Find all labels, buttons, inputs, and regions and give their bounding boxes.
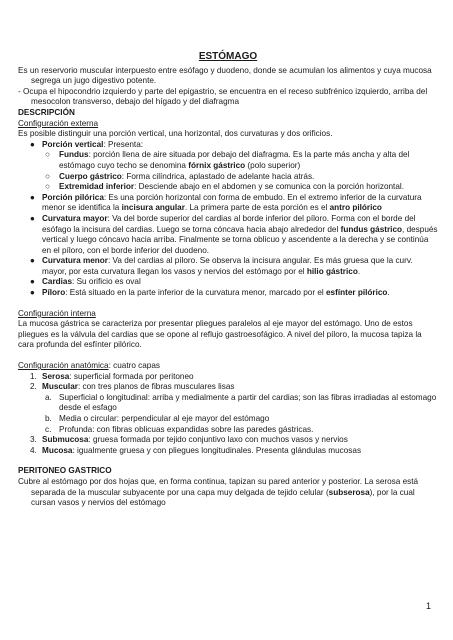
hollow-bullet-icon: ○ <box>45 150 50 160</box>
bullet-icon: ● <box>30 213 35 223</box>
list-item-curvatura-mayor: ● Curvatura mayor: Va del borde superior del cardias al borde inferior del píloro. Forma con el borde del esófago la incisura del cardias. Luego se torna cóncava hacia abajo alrededor del fundus gástrico, después vertical y luego cóncavo hacia arriba. Finalmente se torna oblicuo y ascendente a la derecha y se continúa en el píloro, con el borde inferior del duodeno. <box>30 213 438 255</box>
list-item-cuerpo: ○ Cuerpo gástrico: Forma cilíndrica, aplastado de adelante hacia atrás. <box>45 171 315 181</box>
subheading-config-externa: Configuración externa <box>18 118 99 128</box>
section-heading-peritoneo: PERITONEO GASTRICO <box>18 466 112 476</box>
section-heading-descripcion: DESCRIPCIÓN <box>18 107 75 117</box>
intro-paragraph-2: - Ocupa el hipocondrio izquierdo y parte del epigastrio, se encuentra en el receso subfrénico izquierdo, arriba del mesocolon transverso, debajo del hígado y del diafragma <box>18 86 428 107</box>
config-interna-paragraph: La mucosa gástrica se caracteriza por presentar pliegues paralelos al eje mayor del estómago. Uno de estos pliegues es la válvula del cardias que se opone al reflujo gastroesofágico. A nivel del píloro, la mucosa tapiza la cara profunda del esfínter pilórico. <box>18 319 422 350</box>
list-item-cardias: ● Cardias: Su orificio es oval <box>30 277 141 287</box>
bullet-icon: ● <box>30 288 35 298</box>
list-item-porcion-vertical: ● Porción vertical: Presenta: <box>30 139 144 149</box>
list-item-muscular: 2. Muscular: con tres planos de fibras musculares lisas <box>30 382 235 392</box>
list-item-muscular-a: a. Superficial o longitudinal: arriba y medialmente a partir del cardias; son las fibras irradiadas al estomago desde el esfago <box>45 392 437 413</box>
spacer <box>18 456 438 466</box>
capas-list <box>18 372 438 457</box>
hollow-bullet-icon: ○ <box>45 171 50 181</box>
list-item-piloro: ● Píloro: Está situado en la parte inferior de la curvatura menor, marcado por el esfínter pilórico. <box>30 288 390 298</box>
list-item-extremidad: ○ Extremidad inferior: Desciende abajo en el abdomen y se comunica con la porción horizontal. <box>45 182 404 192</box>
peritoneo-paragraph: Cubre al estómago por dos hojas que, en forma continua, tapizan su pared anterior y posterior. La serosa está separada de la muscular subyacente por una capa muy delgada de tejido celular (subserosa), por la cual cursan vasos y nervios del estómago <box>18 476 419 508</box>
document-page <box>18 52 438 509</box>
subheading-config-anatomica: Configuración anatómica: cuatro capas <box>18 361 161 371</box>
config-externa-lead: Es posible distinguir una porción vertical, una horizontal, dos curvaturas y dos orificios. <box>18 129 333 139</box>
bullet-icon: ● <box>30 139 35 149</box>
list-item-serosa: 1. Serosa: superficial formada por peritoneo <box>30 371 194 381</box>
list-item-submucosa: 3. Submucosa: gruesa formada por tejido conjuntivo laxo con muchos vasos y nervios <box>30 435 348 445</box>
bullet-icon: ● <box>30 277 35 287</box>
hollow-bullet-icon: ○ <box>45 182 50 192</box>
list-item-muscular-b: b. Media o circular: perpendicular al eje mayor del estómago <box>45 414 270 423</box>
subheading-config-interna: Configuración interna <box>18 308 96 318</box>
list-item-fundus: ○ Fundus: porción llena de aire situada por debajo del diafragma. Es la parte más ancha y alta del estómago cuyo techo se denomina fórnix gástrico (polo superior) <box>45 150 410 170</box>
list-item-porcion-pilorica: ● Porción pilórica: Es una porción horizontal con forma de embudo. En el extremo inferior de la curvatura menor se identifica la incisura angular. La primera parte de esta porción es el antro pilórico <box>30 192 422 213</box>
page-title: ESTÓMAGO <box>198 51 258 62</box>
list-item-mucosa: 4. Mucosa: igualmente gruesa y con pliegues longitudinales. Presenta glándulas mucosas <box>30 445 362 455</box>
list-item-muscular-c: c. Profunda: con fibras oblicuas expandidas sobre las paredes gástricas. <box>45 424 314 434</box>
config-externa-list <box>18 140 438 299</box>
spacer <box>18 351 438 361</box>
intro-paragraph-1: Es un reservorio muscular interpuesto entre esófago y duodeno, donde se acumulan los alimentos y cuya mucosa segrega un jugo digestivo potente. <box>18 65 432 86</box>
bullet-icon: ● <box>30 256 35 266</box>
list-item-curvatura-menor: ● Curvatura menor: Va del cardias al píloro. Se observa la incisura angular. Es más gruesa que la curv. mayor, por esta curvatura llegan los vasos y nervios del estómago por el hilio gástrico. <box>30 256 413 276</box>
spacer <box>18 299 438 309</box>
bullet-icon: ● <box>30 192 35 202</box>
page-number: 1 <box>425 601 431 611</box>
